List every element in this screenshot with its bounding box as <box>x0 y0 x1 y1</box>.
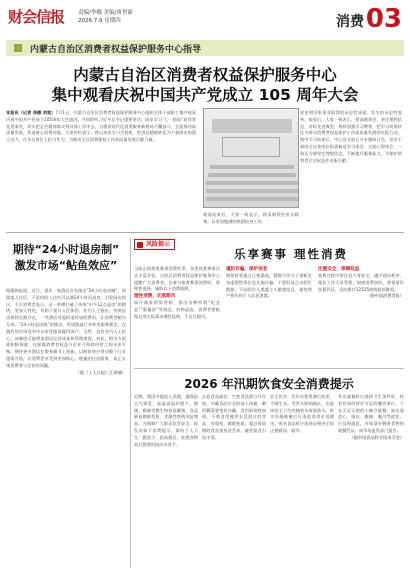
sports-text-3: 观赛过程中要注意人身安全，遵守现场秩序，服从工作人员管理。如遇消费纠纷，要保留好票据凭证，及时拨打12315热线投诉维权。 <box>318 273 404 292</box>
food-source: （据中国食品科学技术学会） <box>349 434 404 440</box>
photo-seat-row <box>208 173 296 177</box>
risk-alert-label: 风险提示 <box>146 241 171 248</box>
sports-subhead-1: 理性消费，切莫跟风 <box>134 294 176 300</box>
headline-line-1: 内蒙古自治区消费者权益保护服务中心 <box>73 66 337 84</box>
sports-text-1: 部分商家借势营销，推出各种所谓“纪念品”“限量款”等商品，价格虚高，消费者要根据自身实际需求理性选购，不盲目跟风。 <box>134 300 220 319</box>
food-article-col-2: 注意食品储存：生熟食品要分开存放，冷藏食品应及时放入冰箱，剩饭剩菜要密封冷藏，食用前彻底加热。不要食用被洪水浸泡过的食品，对霉变、腐败变质、超过保质期的食品要坚决丢弃，避免误食引发中毒。 <box>202 394 266 440</box>
food-article-col-4 <box>338 394 404 564</box>
headline-line-2: 集中观看庆祝中国共产党成立 105 周年大会 <box>51 86 359 104</box>
food-article-col-3: 安全饮水：饮用水要煮沸后饮用，不喝生水。受洪水影响地区，应选择安全卫生的桶装水或瓶装水，供水设施被淹后应清洗消毒后再使用。购买食品时应选择证照齐全的正规商场、超市。 <box>270 394 334 433</box>
commentary-source: （据《工人日报》江颂城） <box>75 369 126 375</box>
main-headline <box>0 65 410 105</box>
meeting-photo <box>203 108 299 208</box>
food-article-col-1: 近期，我国多地进入汛期，强降雨天气频发，高温高湿环境下，细菌、霉菌等微生物容易繁殖，食品极易腐败变质，食源性疾病风险增加。为保障广大群众饮食安全，现发布如下消费提示。保持个人卫生：勤洗手，饭前便后、处理食物前后都要用流动水洗手。 <box>134 394 198 447</box>
commentary-text: 据媒体报道，近日，重庆一家酒店宣布推出“24小时退房制”，即顾客入住后，不论何时入住均可以满24小时再退房，引发网友热议。不少消费者表示，这一举措打破了传统“中午12点退房”的惯例，更加人性化，有助于提升入住体验。业内人士指出，传统退房规则长期存在，一些酒店对超时退房加收费用，让消费者颇为无奈。“24小时退房制”的推出，有望倒逼行业转变服务理念，在激烈的市场竞争中以更优服务赢得客户。当然，也有业内人士担心，该制度可能增加酒店运营成本和管理难度。对此，相关方面需积极探索，在保障消费者权益与企业可持续经营之间寻求平衡。期待更多酒店在服务细节上创新，以鲇鱼效应带动整个行业提质升级，让消费者享受到更加贴心、便捷的住宿服务，真正实现消费者与企业的双赢。 <box>6 288 126 368</box>
commentary-title <box>6 242 126 274</box>
sports-subhead-2: 谨防诈骗，保护信息 <box>226 267 268 272</box>
section-divider <box>134 368 404 369</box>
photo-seat-row <box>206 189 298 193</box>
masthead <box>0 0 410 40</box>
risk-alert-tag <box>134 239 175 250</box>
section-title: 消费 <box>336 14 364 30</box>
sports-article-col-3 <box>318 266 404 366</box>
food-safety-title: 2026 年汛期饮食安全消费提示 <box>184 377 354 391</box>
photo-seat-row <box>206 181 298 185</box>
photo-screen <box>222 137 280 157</box>
alert-icon <box>137 242 143 248</box>
square-bullet-icon <box>14 44 22 52</box>
lead-article-body <box>6 110 196 144</box>
sports-text-2: 购票时要通过正规渠道，警惕不法分子借机发布虚假售票信息实施诈骗。不要轻易点击陌生链接，不向陌生人透露个人敏感信息，避免财产损失和个人信息泄露。 <box>226 273 312 299</box>
sports-intro: 当前正值体育赛事消费旺季，各类体育赛事活动丰富多彩。自治区消费者权益保护服务中心提醒广大消费者，在参与体育赛事消费时，要理性选择，谨防以下消费陷阱。 <box>134 266 220 292</box>
lead-article-right-column: 党史和国家事业取得的历史性成就、发生的历史性变革。观看后，大家一致表示，要深刻领会，坚定理想信念，对标先进典型，持续加强学习教育，把学习成果转化为推动消费者权益保护工作高质量发展的实际行动。集中学习结束后，中心党支部召开专题研讨会，党员干部结合自身岗位职责畅谈学习体会，交流心得体会，一致认为要坚定理想信念，不断提升服务能力，为保护消费者合法权益作出新贡献。 <box>300 110 402 163</box>
date-line: 2026.7.9 星期四 <box>78 18 121 24</box>
guidance-band <box>6 40 404 56</box>
commentary-body <box>6 288 126 538</box>
lead-author: 本报讯（记者 李娜 刘宽） <box>6 110 56 115</box>
page-number: 03 <box>365 4 402 34</box>
photo-seat-row <box>206 197 298 201</box>
commentary-title-line-2: 激发市场“鲇鱼效应” <box>14 259 118 272</box>
editor-line: 责编/李娜 美编/唐世新 <box>78 10 133 16</box>
commentary-title-line-1: 期待“24小时退房制” <box>12 243 120 256</box>
sports-article-col-1 <box>134 266 220 366</box>
column-divider <box>130 238 131 568</box>
sports-consumption-title: 乐享赛事 理性消费 <box>233 247 348 261</box>
sports-source: （据中国消费者报） <box>366 293 404 299</box>
guidance-band-text: 内蒙古自治区消费者权益保护服务中心指导 <box>30 45 202 55</box>
sports-subhead-3: 注重安全，保障权益 <box>318 267 360 272</box>
lead-article-mid-column: 观看结束后，大家一致表示，将深刻领会讲话精神，以更加饱满的热情投身工作。 <box>203 212 299 224</box>
section-divider <box>6 232 404 233</box>
photo-seat-row <box>210 165 294 169</box>
photo-banner <box>212 119 292 133</box>
masthead-meta <box>78 9 133 25</box>
lead-text: 7月1日，内蒙古自治区消费者权益保护服务中心组织全体干部职工集中观看庆祝中国共产党成立105周年大会盛况，共同聆听习近平总书记重要讲话。同步学习“七一勋章”获得者先进事迹，切实把全会精神落实到具体工作中去，为建设现代化消费服务新格局不懈奋斗，全面推动高质量发展，营造放心消费环境。大家纷纷表示，将以本次学习为契机，把讲话精神转化为干事创业的强大动力，在各自岗位上担当作为，为推动全区消费维权工作高质量发展贡献力量。 <box>6 110 196 143</box>
newspaper-logo: 财会信报 <box>8 8 65 26</box>
food-text-4: 外出就餐时应选择卫生条件好、持有有效经营许可证的餐饮单位，不在无证无照的小摊点就餐。如出现恶心、呕吐、腹痛、腹泻等症状，应及时就医，并保留好剩余食物和就餐凭证，向市场监管部门报告。 <box>338 394 404 433</box>
sports-article-col-2 <box>226 266 312 366</box>
